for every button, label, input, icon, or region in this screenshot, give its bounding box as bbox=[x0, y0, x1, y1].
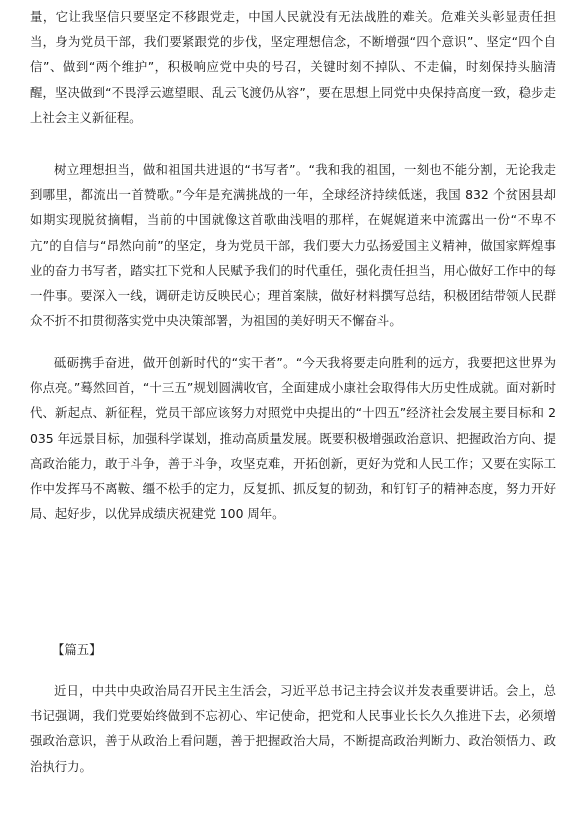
paragraph-2: 树立理想担当，做和祖国共进退的“书写者”。“我和我的祖国，一刻也不能分割，无论我走到哪里，都流出一首赞歌。”今年是充满挑战的一年，全球经济持续低迷，我国 832 个贫困县却如期实现脱贫摘帽，当前的中国就像这首歌曲浅唱的那样，在娓娓道来中流露出一份“不卑不亢”的自信与“昂然向前”的坚定，身为党员干部，我们要大力弘扬爱国主义精神，做国家辉煌事业的奋力书写者，踏实扛下党和人民赋予我们的时代重任，强化责任担当，用心做好工作中的每一件事。要深入一线，调研走访反映民心；理首案牍，做好材料撰写总结，积极团结带领人民群众不折不扣贯彻落实党中央决策部署，为祖国的美好明天不懈奋斗。 bbox=[30, 162, 556, 329]
section-paragraph: 近日，中共中央政治局召开民主生活会，习近平总书记主持会议并发表重要讲话。会上，总书记强调，我们党要始终做到不忘初心、牢记使命，把党和人民事业长长久久推进下去，必须增强政治意识，善于从政治上看问题，善于把握政治大局，不断提高政治判断力、政治领悟力、政治执行力。 bbox=[30, 683, 556, 774]
paragraph-1: 量，它让我坚信只要坚定不移跟党走，中国人民就没有无法战胜的难关。危难关头彰显责任担当，身为党员干部，我们要紧跟党的步伐，坚定理想信念，不断增强“四个意识”、坚定“四个自信”、做到“两个维护”，积极响应党中央的号召，关键时刻不掉队、不走偏，时刻保持头脑清醒，坚决做到“不畏浮云遮望眼、乱云飞渡仍从容”，要在思想上同党中央保持高度一致，稳步走上社会主义新征程。 bbox=[30, 9, 556, 125]
paragraph-3: 砥砺携手奋进，做开创新时代的“实干者”。“今天我将要走向胜利的远方，我要把这世界为你点亮。”蓦然回首，“十三五”规划圆满收官，全面建成小康社会取得伟大历史性成就。面对新时代、新起点、新征程，党员干部应该努力对照党中央提出的“十四五”经济社会发展主要目标和 2035 年远景目标，加强科学谋划，推动高质量发展。既要积极增强政治意识、把握政治方向、提高政治能力，敢于斗争，善于斗争，攻坚克难，开拓创新，更好为党和人民工作；又要在实际工作中发挥马不离鞍、缰不松手的定力，反复抓、抓反复的韧劲，和钉钉子的精神态度，努力开好局、起好步，以优异成绩庆祝建党 100 周年。 bbox=[30, 355, 556, 522]
section-heading: 【篇五】 bbox=[52, 642, 102, 657]
